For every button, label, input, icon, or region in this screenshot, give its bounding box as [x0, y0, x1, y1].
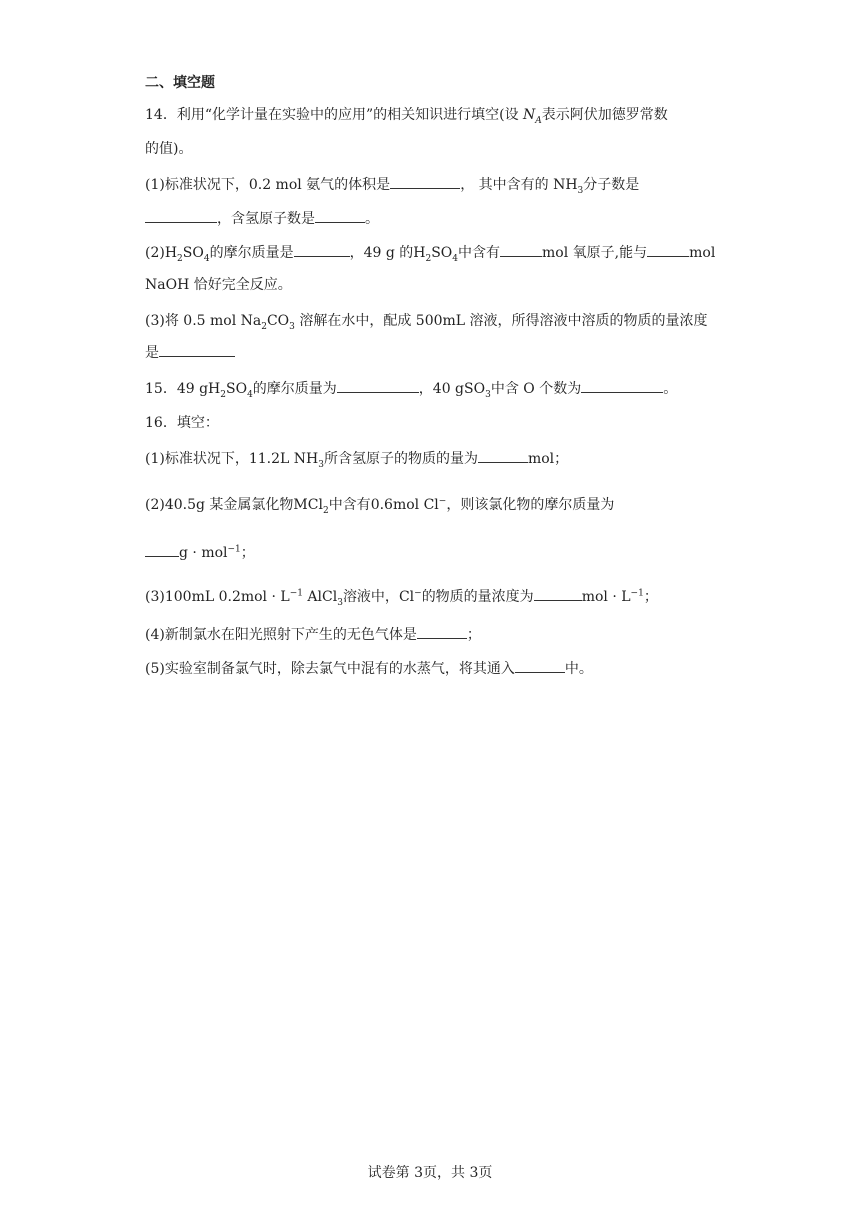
q14-part2-text: 中含有 [458, 245, 501, 261]
q14-part1-text2: ， 其中含有的 NH [460, 177, 578, 193]
q16-text: 所含氢原子的物质的量为 [323, 451, 478, 467]
q16-part5 [145, 660, 593, 678]
q15-text: ，40 gSO [418, 381, 486, 397]
superscript: − [414, 588, 422, 599]
subscript: 3 [337, 597, 343, 608]
q14-line-1 [145, 106, 668, 124]
q16-formula: 11.2L NH [248, 451, 319, 467]
q16-text: 的物质的量浓度为 [421, 589, 534, 605]
q14-part3-text: CO [266, 313, 290, 329]
section-title: 二、填空题 [145, 75, 215, 91]
q15 [145, 380, 677, 398]
subscript: 3 [289, 321, 295, 332]
q16-part2-cont [145, 544, 255, 562]
subscript: 3 [485, 389, 491, 400]
answer-blank[interactable] [145, 544, 179, 557]
subscript: 2 [425, 253, 432, 264]
answer-blank[interactable] [500, 244, 542, 257]
q14-part3-cont [145, 344, 235, 362]
answer-blank[interactable] [159, 344, 235, 357]
q15-text: 15．49 gH [145, 381, 221, 397]
answer-blank[interactable] [581, 380, 663, 393]
q16-formula: mol · L [581, 589, 631, 605]
subscript: 2 [261, 321, 267, 332]
q16-text: ，则该氯化物的摩尔质量为 [446, 497, 615, 513]
q15-text: 的摩尔质量为 [252, 381, 337, 397]
q14-text-end: 表示阿伏加德罗常数 [541, 107, 668, 123]
q14-part1 [145, 176, 639, 194]
answer-blank[interactable] [390, 176, 460, 189]
answer-blank[interactable] [647, 244, 689, 257]
subscript: 4 [203, 253, 210, 264]
q16-formula: 0.6mol Cl [370, 497, 439, 513]
q16-formula: AlCl [302, 589, 338, 605]
q16-text: 溶液中， [342, 589, 399, 605]
q16-text: (3) [145, 589, 165, 605]
page-footer: 试卷第 3页，共 3页 [367, 1165, 493, 1181]
superscript: −1 [227, 544, 241, 555]
q16-text: 中含有 [328, 497, 371, 513]
answer-blank[interactable] [478, 450, 528, 463]
subscript: 4 [247, 389, 253, 400]
q14-part2-text: ，49 g 的H [349, 245, 426, 261]
q15-text: SO [225, 381, 248, 397]
answer-blank[interactable] [337, 380, 419, 393]
answer-blank[interactable] [145, 210, 217, 223]
superscript: −1 [630, 588, 644, 599]
q16-part3 [145, 588, 658, 606]
q14-text: 14．利用“化学计量在实验中的应用”的相关知识进行填空(设 [145, 107, 524, 123]
q16-formula: 100mL 0.2mol · L [164, 589, 290, 605]
subscript: 2 [322, 505, 329, 516]
q14-part2-text: mol [689, 245, 716, 261]
q14-part1-cont [145, 210, 379, 228]
q16-text: mol； [527, 451, 569, 467]
q16-text: 中。 [564, 661, 593, 677]
q15-text: 。 [663, 381, 678, 397]
q16-formula: MCl [293, 497, 323, 513]
subscript: 2 [220, 389, 226, 400]
q16-text: ； [240, 545, 255, 561]
superscript: −1 [289, 588, 303, 599]
q14-part2-cont: NaOH 恰好完全反应。 [145, 277, 292, 293]
q14-part3-text: 溶解在水中，配成 500mL 溶液，所得溶液中溶质的物质的量浓度 [294, 313, 708, 329]
q16-part1 [145, 450, 568, 468]
q14-part2 [145, 244, 715, 262]
q16-text: (5)实验室制备氯气时，除去氯气中混有的水蒸气，将其通入 [145, 661, 515, 677]
q14-part1-text3: 分子数是 [583, 177, 640, 193]
q14-part1-text4: ，含氢原子数是 [217, 211, 315, 227]
q14-part1-text: (1)标准状况下，0.2 mol 氨气的体积是 [145, 177, 391, 193]
q14-part1-text5: 。 [365, 211, 379, 227]
q16-formula: Cl [398, 589, 415, 605]
q16-formula: g · mol [179, 545, 228, 561]
q14-part3-text: 是 [145, 345, 159, 361]
answer-blank[interactable] [294, 244, 350, 257]
q14-part3-text: (3)将 0.5 mol Na [145, 313, 262, 329]
q14-part2-text: SO [182, 245, 204, 261]
answer-blank[interactable] [515, 660, 565, 673]
q16-text: (1)标准状况下， [145, 451, 249, 467]
answer-blank[interactable] [417, 626, 467, 639]
avogadro-symbol: $N_A$ [523, 107, 542, 126]
q16-text: ； [466, 627, 481, 643]
q16-text: ； [643, 589, 658, 605]
q14-part3 [145, 312, 708, 330]
q14-part2-text: (2)H [145, 245, 178, 261]
q16-title: 16．填空： [145, 415, 219, 431]
q16-text: (4)新制氯水在阳光照射下产生的无色气体是 [145, 627, 417, 643]
q14-part2-text: 的摩尔质量是 [209, 245, 294, 261]
q15-text: 中含 O 个数为 [490, 381, 582, 397]
answer-blank[interactable] [315, 210, 365, 223]
answer-blank[interactable] [534, 588, 582, 601]
subscript: 3 [318, 459, 324, 470]
q14-part2-text: SO [431, 245, 453, 261]
q14-line-2: 的值)。 [145, 141, 193, 157]
q16-text: (2)40.5g 某金属氯化物 [145, 497, 294, 513]
q16-part4 [145, 626, 481, 644]
q14-part2-text: mol 氧原子,能与 [542, 245, 648, 261]
subscript: 4 [452, 253, 459, 264]
subscript: 3 [577, 185, 584, 196]
q16-part2 [145, 496, 614, 514]
superscript: − [438, 496, 447, 507]
subscript: 2 [177, 253, 183, 264]
